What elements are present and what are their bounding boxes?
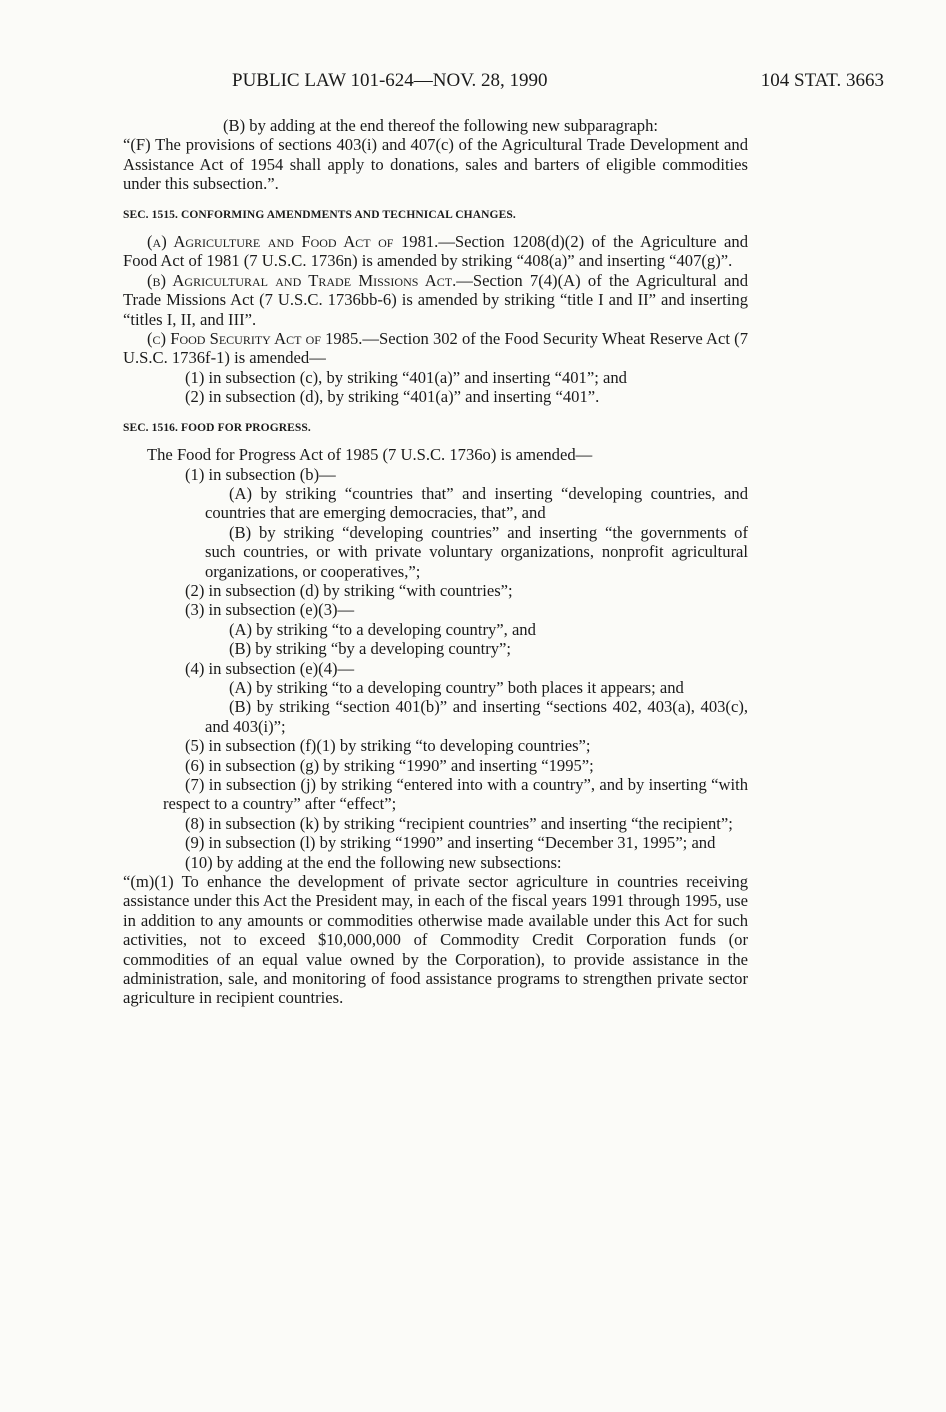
subsection-1515-c: [123, 329, 748, 368]
paragraph-1516-1: (1) in subsection (b)—: [185, 464, 336, 484]
quoted-subparagraph-f: “(F) The provisions of sections 403(i) and 407(c) of the Agricultural Trade Development and Assistance Act of 1954 shall apply to donations, sales and barters of eligible commodities under this subsection.”.: [123, 135, 748, 194]
section-1516-intro: The Food for Progress Act of 1985 (7 U.S.C. 1736o) is amended—: [147, 445, 593, 465]
paragraph-1516-3: (3) in subsection (e)(3)—: [185, 600, 355, 620]
section-1515-heading: SEC. 1515. CONFORMING AMENDMENTS AND TECHNICAL CHANGES.: [123, 208, 516, 221]
subsection-1515-c-heading: (c) Food Security Act of 1985.: [147, 329, 363, 349]
paragraph-1516-4: (4) in subsection (e)(4)—: [185, 658, 355, 678]
subparagraph-1516-3b: (B) by striking “by a developing country”;: [229, 639, 512, 659]
section-1516-heading: SEC. 1516. FOOD FOR PROGRESS.: [123, 421, 311, 434]
subsection-1515-a-heading: (a) Agriculture and Food Act of 1981.: [147, 232, 439, 252]
paragraph-1516-6: (6) in subsection (g) by striking “1990” and inserting “1995”;: [185, 755, 594, 775]
paragraph-1515-c1: (1) in subsection (c), by striking “401(a)” and inserting “401”; and: [185, 367, 627, 387]
subsection-1515-b-heading: (b) Agricultural and Trade Missions Act.: [147, 270, 457, 290]
running-header: [232, 70, 884, 96]
subparagraph-1516-4a: (A) by striking “to a developing country” both places it appears; and: [229, 677, 684, 697]
subparagraph-1516-1a: (A) by striking “countries that” and inserting “developing countries, and countries that are emerging democracies, that”, and: [205, 483, 748, 523]
paragraph-1516-10: (10) by adding at the end the following new subsections:: [185, 852, 562, 872]
quoted-subsection-m1: “(m)(1) To enhance the development of private sector agriculture in countries receiving assistance under this Act the President may, in each of the fiscal years 1991 through 1995, use in addition to any amounts or commodities otherwise made available under this Act for such activities, not to exceed $10,000,000 of Commodity Credit Corporation funds (or commodities of an equal value owned by the Corporation), to provide assistance in the administration, sale, and monitoring of food assistance programs to strengthen private sector agriculture in recipient countries.: [123, 872, 748, 1008]
subsection-1515-a-text: —Section 1208(d)(2) of the Agriculture and Food Act of 1981 (7 U.S.C. 1736n) is amended by striking “408(a)” and inserting “407(g)”.: [123, 232, 748, 271]
paragraph-1516-8: (8) in subsection (k) by striking “recipient countries” and inserting “the recipient”;: [185, 813, 733, 833]
header-title: PUBLIC LAW 101-624—NOV. 28, 1990: [232, 70, 548, 91]
subparagraph-1516-3a: (A) by striking “to a developing country”, and: [229, 619, 536, 639]
paragraph-1516-2: (2) in subsection (d) by striking “with countries”;: [185, 580, 513, 600]
subsection-1515-b-text: —Section 7(4)(A) of the Agricultural and Trade Missions Act (7 U.S.C. 1736bb-6) is amended by striking “title I and II” and inserting “titles I, II, and III”.: [123, 270, 749, 329]
paragraph-1516-7: (7) in subsection (j) by striking “entered into with a country”, and by inserting “with respect to a country” after “effect”;: [163, 775, 748, 814]
subparagraph-1516-4b: (B) by striking “section 401(b)” and inserting “sections 402, 403(a), 403(c), and 403(i)”;: [205, 697, 748, 736]
subsection-1515-b: [123, 271, 748, 329]
paragraph-1516-9: (9) in subsection (l) by striking “1990” and inserting “December 31, 1995”; and: [185, 833, 716, 853]
header-stat-citation: 104 STAT. 3663: [760, 70, 884, 91]
body-text: [123, 116, 748, 1008]
subsection-1515-a: [123, 232, 748, 271]
paragraph-b-intro: (B) by adding at the end thereof the following new subparagraph:: [223, 116, 658, 135]
subsection-1515-c-text: —Section 302 of the Food Security Wheat Reserve Act (7 U.S.C. 1736f-1) is amended—: [123, 329, 748, 368]
subparagraph-1516-1b: (B) by striking “developing countries” and inserting “the governments of such countries, or with private voluntary organizations, nonprofit agricultural organizations, or cooperatives,”;: [205, 522, 748, 581]
paragraph-1516-5: (5) in subsection (f)(1) by striking “to developing countries”;: [185, 736, 591, 756]
paragraph-1515-c2: (2) in subsection (d), by striking “401(a)” and inserting “401”.: [185, 387, 600, 407]
